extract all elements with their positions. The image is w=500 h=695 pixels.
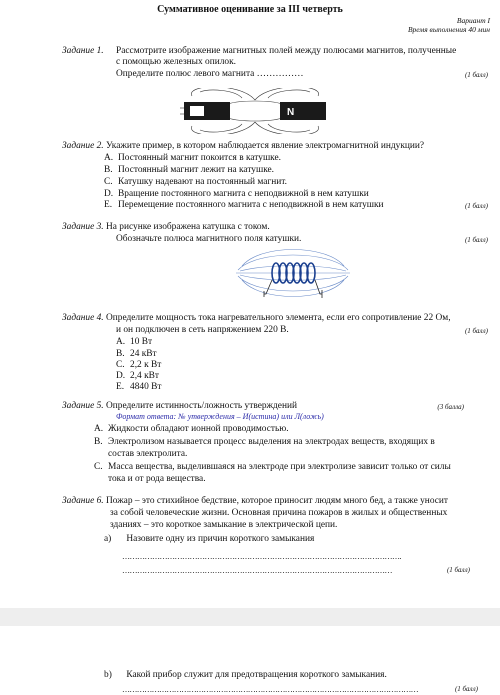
task3-line1: [62, 222, 270, 233]
option-key: B.: [116, 349, 125, 359]
variant-label: Вариант I: [456, 16, 490, 25]
option-text: Постоянный магнит покоится в катушке.: [118, 153, 282, 163]
statement-text: Жидкости обладают ионной проводимостью.: [108, 424, 289, 434]
page-separator: [0, 608, 500, 626]
task2-question: [62, 141, 424, 152]
task6-line1: [62, 496, 448, 507]
task4-text-line2: и он подключен в сеть напряжением 220 В.: [116, 325, 289, 335]
variant-info: [408, 16, 490, 34]
task2-label: Задание 2.: [62, 141, 104, 151]
task6-text-line2: за собой человеческие жизни. Основная причина пожаров в жилых и общественных: [110, 508, 448, 518]
option-key: B.: [104, 165, 113, 175]
option-text: 24 кВт: [130, 349, 157, 359]
task2-option-a[interactable]: [104, 153, 281, 164]
option-key: E.: [116, 382, 125, 392]
task2-option-b[interactable]: [104, 165, 274, 176]
task5-statement-b-line2: состав электролита.: [108, 449, 188, 459]
task1-text-line2: с помощью железных опилок.: [116, 57, 236, 67]
task1-label: Задание 1.: [62, 46, 104, 56]
task6-a-answer-line1[interactable]: ………………………………………………………………………………………………….: [122, 552, 401, 561]
task4-option-e[interactable]: [116, 382, 161, 393]
task5-points: (3 балла): [437, 403, 464, 411]
option-key: D.: [116, 371, 126, 381]
right-magnet-pole-label: N: [287, 107, 295, 118]
statement-text: Масса вещества, выделившаяся на электроде при электролизе зависит только от силы: [108, 462, 451, 472]
option-text: Вращение постоянного магнита с неподвижной в нем катушки: [118, 189, 369, 199]
task6-text-line3: зданиях – это короткое замыкание в электрической цепи.: [110, 520, 338, 530]
task6-a-key: а): [104, 534, 112, 544]
task4-label: Задание 4.: [62, 313, 104, 323]
task1-text-line1: Рассмотрите изображение магнитных полей между полюсами магнитов, полученные: [116, 46, 457, 56]
task5-label: Задание 5.: [62, 401, 104, 411]
option-text: 4840 Вт: [130, 382, 162, 392]
option-key: D.: [104, 189, 114, 199]
option-text: 2,2 к Вт: [130, 360, 162, 370]
task6-question-a: [104, 534, 314, 545]
statement-key: B.: [94, 437, 103, 447]
task4-option-d[interactable]: [116, 371, 159, 382]
task2-points: (1 балл): [464, 202, 488, 210]
statement-key: C.: [94, 462, 103, 472]
task5-statement-c-line2: тока и от рода вещества.: [108, 474, 206, 484]
option-text: 10 Вт: [130, 337, 153, 347]
task6-a-points: (1 балл): [446, 566, 470, 574]
option-text: Перемещение постоянного магнита с неподвижной в нем катушки: [118, 200, 384, 210]
task1-text-line3: Определите полюс левого магнита ……………: [116, 69, 304, 79]
coil-field-image: [236, 246, 350, 302]
task4-points: (1 балл): [464, 327, 488, 335]
option-key: A.: [116, 337, 126, 347]
option-key: A.: [104, 153, 114, 163]
task3-text-line1: На рисунке изображена катушка с током.: [105, 222, 270, 232]
task6-a-text: Назовите одну из причин короткого замыкания: [126, 534, 315, 544]
task5-question-text: Определите истинность/ложность утверждений: [105, 401, 298, 411]
coil-turns: [272, 263, 315, 283]
option-text: Катушку надевают на постоянный магнит.: [118, 177, 288, 187]
task5-statement-c[interactable]: [94, 462, 451, 473]
task6-b-points: (1 балл): [454, 685, 478, 693]
option-key: E.: [104, 200, 113, 210]
task6-b-text: Какой прибор служит для предотвращения короткого замыкания.: [126, 670, 387, 680]
page-title: Суммативное оценивание за III четверть: [157, 4, 343, 15]
task5-statement-b[interactable]: [94, 437, 435, 448]
magnets-field-image: [180, 88, 330, 134]
worksheet-page-2: [0, 626, 500, 695]
task3-points: (1 балл): [464, 236, 488, 244]
option-text: Постоянный магнит лежит на катушке.: [118, 165, 275, 175]
task6-label: Задание 6.: [62, 496, 104, 506]
task6-a-answer-line2[interactable]: ………………………………………………………………………………………………: [122, 566, 392, 575]
task1-points: (1 балл): [464, 71, 488, 79]
task4-option-a[interactable]: [116, 337, 152, 348]
task6-b-key: b): [104, 670, 112, 680]
coil-wire: [264, 280, 322, 298]
task6-b-answer-line[interactable]: …………………………………………………………………………………………………………: [122, 685, 419, 694]
time-label: Время выполнения 40 мин: [407, 25, 490, 34]
task2-option-e[interactable]: [104, 200, 384, 211]
task5-statement-a[interactable]: [94, 424, 289, 435]
task5-answer-format: Формат ответа: № утверждения – И(истина) или Л(ложь): [116, 412, 324, 421]
task3-label: Задание 3.: [62, 222, 104, 232]
task6-question-b: [104, 670, 387, 681]
task4-option-b[interactable]: [116, 349, 157, 360]
left-magnet-pole-area: [190, 106, 204, 116]
task2-option-c[interactable]: [104, 177, 287, 188]
task2-question-text: Укажите пример, в котором наблюдается явление электромагнитной индукции?: [105, 141, 425, 151]
option-key: C.: [116, 360, 125, 370]
statement-key: A.: [94, 424, 104, 434]
statement-text: Электролизом называется процесс выделения на электродах веществ, входящих в: [108, 437, 435, 447]
task2-option-d[interactable]: [104, 189, 369, 200]
task4-text-line1: Определите мощность тока нагревательного элемента, если его сопротивление 22 Ом,: [105, 313, 451, 323]
task6-text-line1: Пожар – это стихийное бедствие, которое приносит людям много бед, а также уносит: [105, 496, 449, 506]
task4-line1: [62, 313, 451, 324]
option-text: 2,4 кВт: [130, 371, 159, 381]
task4-option-c[interactable]: [116, 360, 161, 371]
task3-text-line2: Обозначьте полюса магнитного поля катушки.: [116, 234, 302, 244]
option-key: C.: [104, 177, 113, 187]
